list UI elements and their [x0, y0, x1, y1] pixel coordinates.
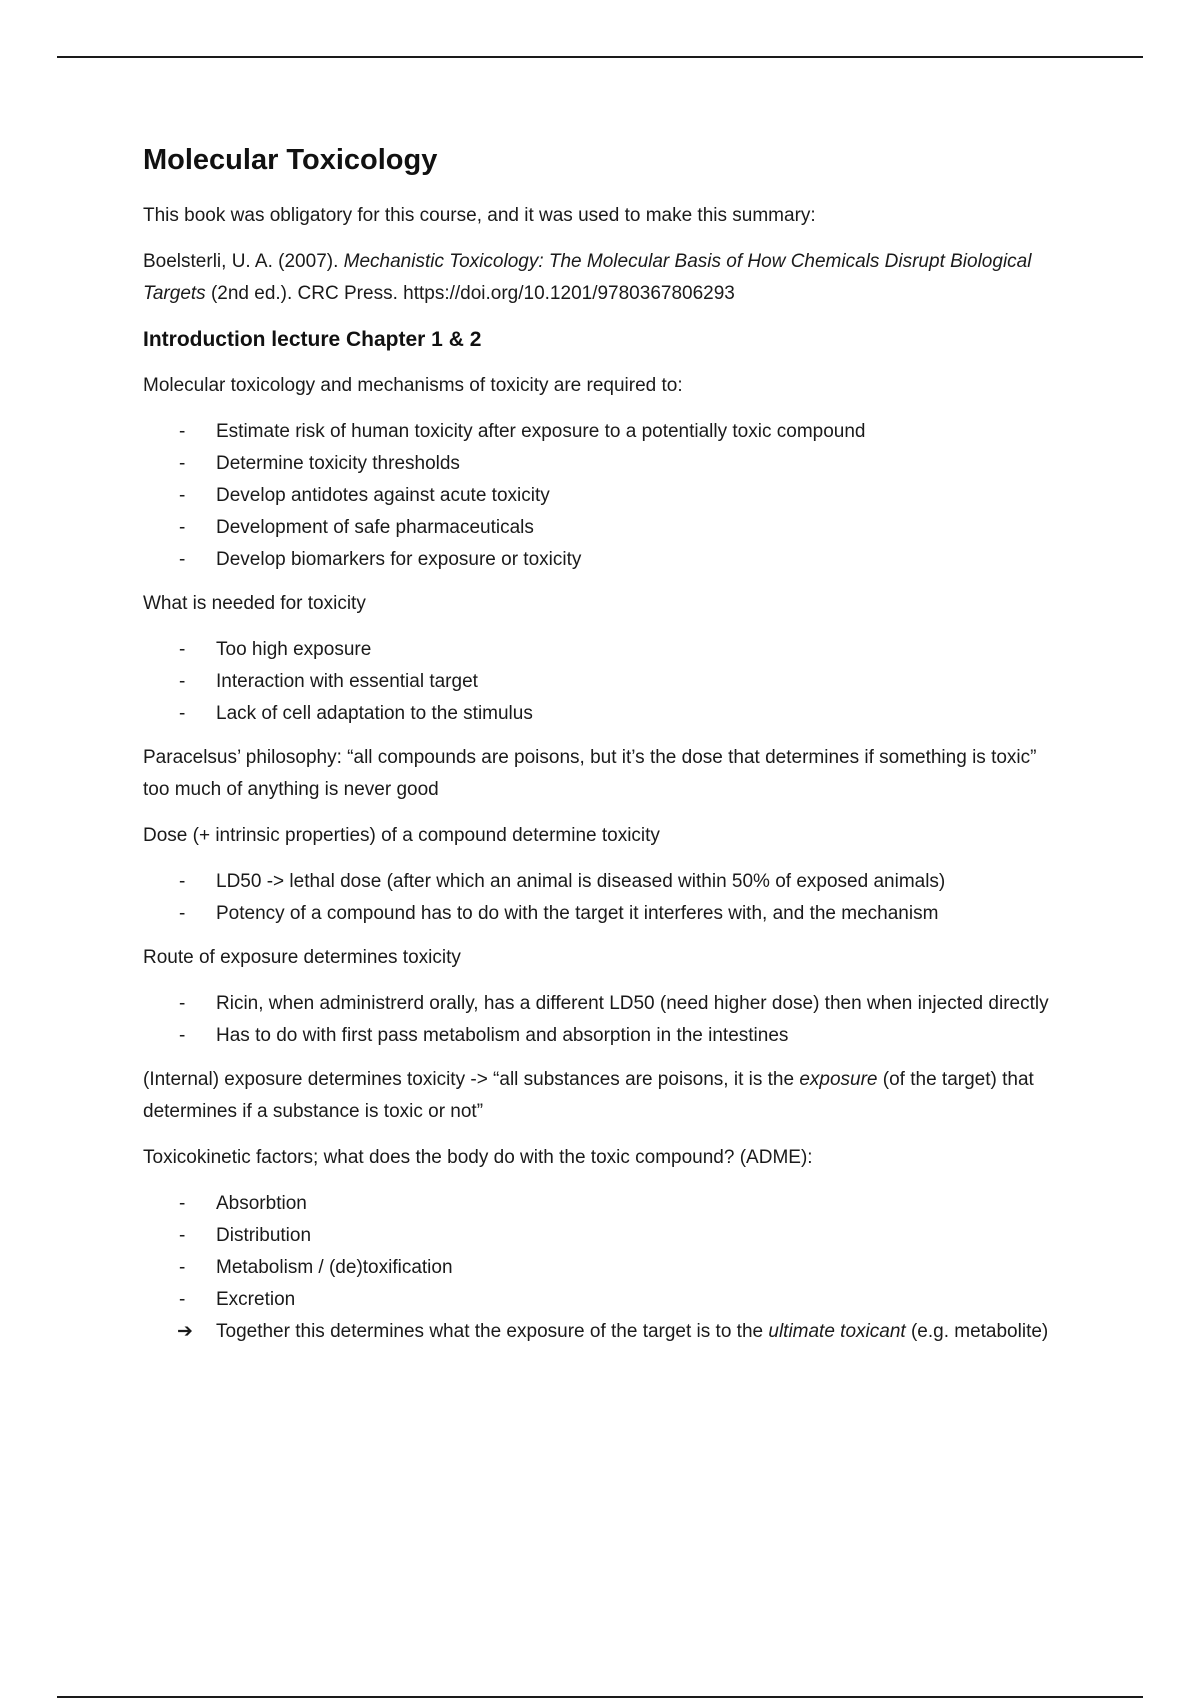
list-item-text: Distribution — [216, 1225, 312, 1246]
dash-marker: - — [179, 517, 186, 538]
list-item — [143, 988, 1063, 1020]
list-item — [143, 416, 1063, 448]
list-item — [143, 866, 1063, 898]
dash-marker: - — [179, 1257, 186, 1278]
dash-marker: - — [179, 903, 186, 924]
internal-exposure-italic: exposure — [799, 1069, 878, 1090]
paracelsus-paragraph: Paracelsus’ philosophy: “all compounds are poisons, but it’s the dose that determines if something is toxic” too much of anything is never good — [143, 747, 1037, 800]
list-item — [143, 634, 1063, 666]
list-item — [143, 698, 1063, 730]
list-item-text: Metabolism / (de)toxification — [216, 1257, 453, 1278]
list-item — [143, 1188, 1063, 1220]
footer-rule — [57, 1696, 1143, 1698]
list-item-text: Interaction with essential target — [216, 671, 478, 692]
list-item — [143, 480, 1063, 512]
dash-marker: - — [179, 671, 186, 692]
intro-paragraph: This book was obligatory for this course, and it was used to make this summary: — [143, 205, 816, 226]
list-item — [143, 1020, 1063, 1052]
dash-marker: - — [179, 1225, 186, 1246]
conclusion-text-start: Together this determines what the exposure of the target is to the — [216, 1321, 769, 1342]
document-body — [143, 140, 1063, 1360]
needed-paragraph: What is needed for toxicity — [143, 593, 366, 614]
dash-marker: - — [179, 1289, 186, 1310]
list-item-text: Absorbtion — [216, 1193, 307, 1214]
dash-marker: - — [179, 1193, 186, 1214]
arrow-icon: ➔ — [177, 1321, 193, 1342]
dash-marker: - — [179, 485, 186, 506]
list-item — [143, 898, 1063, 930]
dash-marker: - — [179, 639, 186, 660]
section-heading: Introduction lecture Chapter 1 & 2 — [143, 328, 482, 351]
dash-marker: - — [179, 703, 186, 724]
adme-paragraph: Toxicokinetic factors; what does the body do with the toxic compound? (ADME): — [143, 1147, 813, 1168]
list-item-text: Has to do with first pass metabolism and absorption in the intestines — [216, 1025, 789, 1046]
route-paragraph: Route of exposure determines toxicity — [143, 947, 461, 968]
needed-list — [143, 634, 1063, 730]
list-item — [143, 1252, 1063, 1284]
header-rule — [57, 56, 1143, 58]
reference-suffix: (2nd ed.). CRC Press. https://doi.org/10.1201/9780367806293 — [205, 283, 735, 304]
dash-marker: - — [179, 871, 186, 892]
list-item — [143, 666, 1063, 698]
list-item-text: Potency of a compound has to do with the target it interferes with, and the mechanism — [216, 903, 939, 924]
internal-exposure-text-end: (of the target) that determines if a substance is toxic or not” — [143, 1069, 1034, 1122]
conclusion-italic: ultimate toxicant — [768, 1321, 906, 1342]
list-item-text: Excretion — [216, 1289, 296, 1310]
dash-marker: - — [179, 1025, 186, 1046]
required-list — [143, 416, 1063, 576]
conclusion-item — [143, 1316, 1063, 1348]
internal-exposure-text-start: (Internal) exposure determines toxicity -> “all substances are poisons, it is the — [143, 1069, 800, 1090]
dose-paragraph: Dose (+ intrinsic properties) of a compound determine toxicity — [143, 825, 660, 846]
list-item-text: Develop antidotes against acute toxicity — [216, 485, 550, 506]
conclusion-text-end: (e.g. metabolite) — [905, 1321, 1049, 1342]
required-paragraph: Molecular toxicology and mechanisms of toxicity are required to: — [143, 375, 683, 396]
dash-marker: - — [179, 549, 186, 570]
list-item-text: Too high exposure — [216, 639, 372, 660]
dash-marker: - — [179, 453, 186, 474]
dose-list — [143, 866, 1063, 930]
reference-title: Mechanistic Toxicology: The Molecular Basis of How Chemicals Disrupt Biological Targets — [143, 251, 1032, 304]
internal-exposure-paragraph — [143, 1064, 1063, 1128]
list-item-text: Ricin, when administrerd orally, has a different LD50 (need higher dose) then when injected directly — [216, 993, 1049, 1014]
route-list — [143, 988, 1063, 1052]
list-item-text: Develop biomarkers for exposure or toxicity — [216, 549, 582, 570]
document-title: Molecular Toxicology — [143, 144, 438, 176]
list-item — [143, 448, 1063, 480]
list-item — [143, 1220, 1063, 1252]
list-item-text: Development of safe pharmaceuticals — [216, 517, 534, 538]
list-item — [143, 544, 1063, 576]
reference-prefix: Boelsterli, U. A. (2007). — [143, 251, 344, 272]
dash-marker: - — [179, 993, 186, 1014]
dash-marker: - — [179, 421, 186, 442]
list-item-text: LD50 -> lethal dose (after which an animal is diseased within 50% of exposed animals) — [216, 871, 946, 892]
adme-list — [143, 1188, 1063, 1348]
list-item-text: Estimate risk of human toxicity after exposure to a potentially toxic compound — [216, 421, 866, 442]
list-item — [143, 512, 1063, 544]
list-item — [143, 1284, 1063, 1316]
list-item-text: Determine toxicity thresholds — [216, 453, 460, 474]
reference-paragraph — [143, 246, 1063, 310]
list-item-text: Lack of cell adaptation to the stimulus — [216, 703, 533, 724]
